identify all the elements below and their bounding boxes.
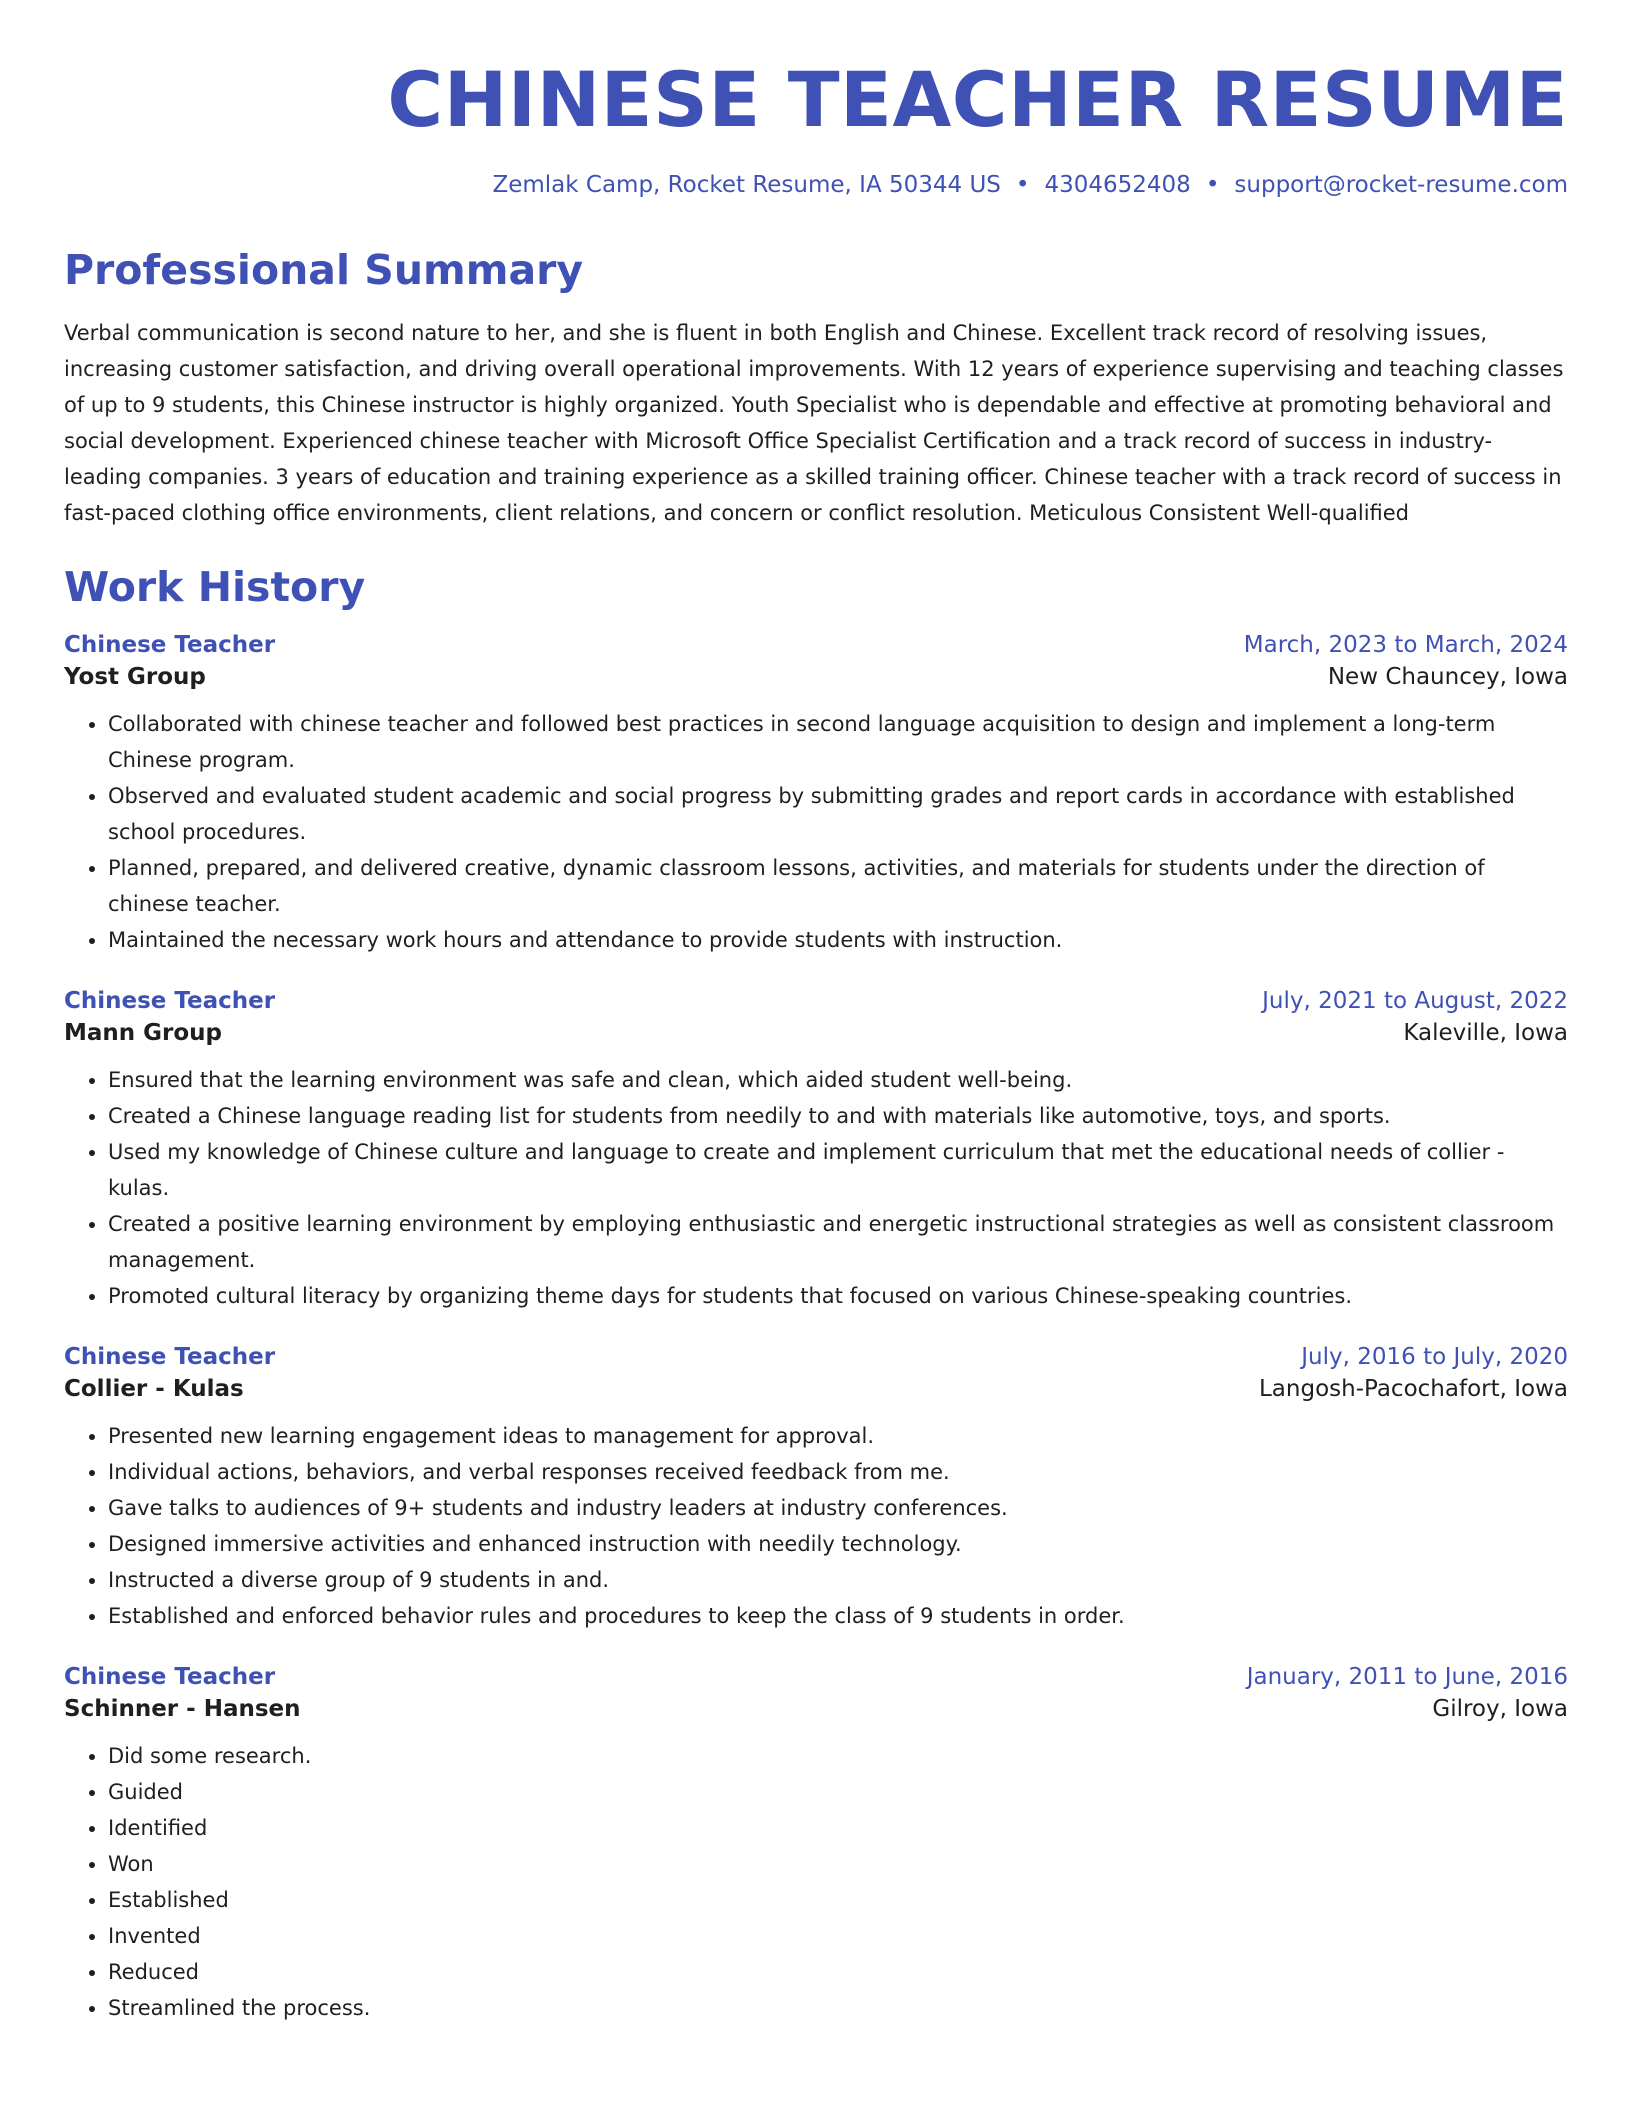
job-bullet: • Streamlined the process.: [108, 1990, 1568, 2026]
job-bullet: • Planned, prepared, and delivered creative, dynamic classroom lessons, activities, and materials for students under the direction of chinese teacher.: [108, 850, 1568, 922]
job-bullet: • Used my knowledge of Chinese culture and language to create and implement curriculum that met the educational needs of collier - kulas.: [108, 1134, 1568, 1206]
resume-header: [64, 0, 1568, 198]
job-title: Chinese Teacher: [64, 1664, 276, 1691]
job-entry: [64, 632, 1568, 958]
job-bullets: [64, 1738, 1568, 2026]
job-location: Langosh-Pacochafort, Iowa: [1258, 1376, 1568, 1403]
contact-phone: 4304652408: [1044, 172, 1191, 198]
job-bullet: • Presented new learning engagement ideas to management for approval.: [108, 1418, 1568, 1454]
company-name: Schinner - Hansen: [64, 1696, 301, 1723]
company-name: Collier - Kulas: [64, 1376, 244, 1403]
job-dates: January, 2011 to June, 2016: [1246, 1664, 1568, 1691]
job-location: New Chauncey, Iowa: [1327, 664, 1568, 691]
job-company-row: [64, 1020, 1568, 1046]
job-entry: [64, 1344, 1568, 1634]
contact-separator: •: [1205, 172, 1220, 198]
job-company-row: [64, 1376, 1568, 1402]
job-bullet: • Created a Chinese language reading list for students from needily to and with materials like automotive, toys, and sports.: [108, 1098, 1568, 1134]
job-bullet: • Guided: [108, 1774, 1568, 1810]
contact-email: support@rocket-resume.com: [1234, 172, 1568, 198]
job-header-row: [64, 1344, 1568, 1370]
work-history-heading: Work History: [64, 563, 366, 612]
job-bullet: • Collaborated with chinese teacher and followed best practices in second language acquisition to design and implement a long-term Chinese program.: [108, 706, 1568, 778]
resume-title: CHINESE TEACHER RESUME: [387, 55, 1568, 144]
job-dates: July, 2021 to August, 2022: [1262, 988, 1568, 1015]
job-title: Chinese Teacher: [64, 632, 276, 659]
job-bullet: • Gave talks to audiences of 9+ students and industry leaders at industry conferences.: [108, 1490, 1568, 1526]
job-bullet: • Maintained the necessary work hours and attendance to provide students with instruction.: [108, 922, 1568, 958]
job-header-row: [64, 632, 1568, 658]
job-bullet: • Did some research.: [108, 1738, 1568, 1774]
job-bullet: • Ensured that the learning environment was safe and clean, which aided student well-being.: [108, 1062, 1568, 1098]
job-entry: [64, 988, 1568, 1314]
job-bullet: • Promoted cultural literacy by organizing theme days for students that focused on various Chinese-speaking countries.: [108, 1278, 1568, 1314]
company-name: Yost Group: [64, 664, 206, 691]
job-bullets: [64, 706, 1568, 958]
job-bullet: • Individual actions, behaviors, and verbal responses received feedback from me.: [108, 1454, 1568, 1490]
job-bullet: • Reduced: [108, 1954, 1568, 1990]
job-bullet: • Established: [108, 1882, 1568, 1918]
job-bullet: • Designed immersive activities and enhanced instruction with needily technology.: [108, 1526, 1568, 1562]
job-bullet: • Instructed a diverse group of 9 students in and.: [108, 1562, 1568, 1598]
summary-heading: Professional Summary: [64, 246, 584, 294]
job-location: Kaleville, Iowa: [1403, 1020, 1568, 1047]
job-bullet: • Identified: [108, 1810, 1568, 1846]
job-dates: July, 2016 to July, 2020: [1301, 1344, 1568, 1371]
job-header-row: [64, 1664, 1568, 1690]
job-title: Chinese Teacher: [64, 988, 276, 1015]
summary-text: Verbal communication is second nature to her, and she is fluent in both English and Chinese. Excellent track record of resolving issues, increasing customer satisfaction, and driving overall operational improvements. With 12 years of experience supervising and teaching classes of up to 9 students, this Chinese instructor is highly organized. Youth Specialist who is dependable and effective at promoting behavioral and social development. Experienced chinese teacher with Microsoft Office Specialist Certification and a track record of success in industry-leading companies. 3 years of education and training experience as a skilled training officer. Chinese teacher with a track record of success in fast-paced clothing office environments, client relations, and concern or conflict resolution. Meticulous Consistent Well-qualified: [64, 321, 1564, 526]
contact-separator: •: [1015, 172, 1030, 198]
job-location: Gilroy, Iowa: [1432, 1696, 1568, 1723]
job-bullet: • Invented: [108, 1918, 1568, 1954]
job-bullets: [64, 1418, 1568, 1634]
job-dates: March, 2023 to March, 2024: [1243, 632, 1568, 659]
job-bullets: [64, 1062, 1568, 1314]
job-company-row: [64, 1696, 1568, 1722]
contact-line: [64, 172, 1568, 198]
job-company-row: [64, 664, 1568, 690]
job-bullet: • Won: [108, 1846, 1568, 1882]
job-header-row: [64, 988, 1568, 1014]
job-bullet: • Observed and evaluated student academic and social progress by submitting grades and report cards in accordance with established school procedures.: [108, 778, 1568, 850]
job-bullet: • Established and enforced behavior rules and procedures to keep the class of 9 students in order.: [108, 1598, 1568, 1634]
resume-page: [64, 0, 1568, 2026]
job-bullet: • Created a positive learning environment by employing enthusiastic and energetic instructional strategies as well as consistent classroom management.: [108, 1206, 1568, 1278]
company-name: Mann Group: [64, 1020, 223, 1047]
job-title: Chinese Teacher: [64, 1344, 276, 1371]
job-entry: [64, 1664, 1568, 2026]
contact-address: Zemlak Camp, Rocket Resume, IA 50344 US: [492, 172, 1001, 198]
